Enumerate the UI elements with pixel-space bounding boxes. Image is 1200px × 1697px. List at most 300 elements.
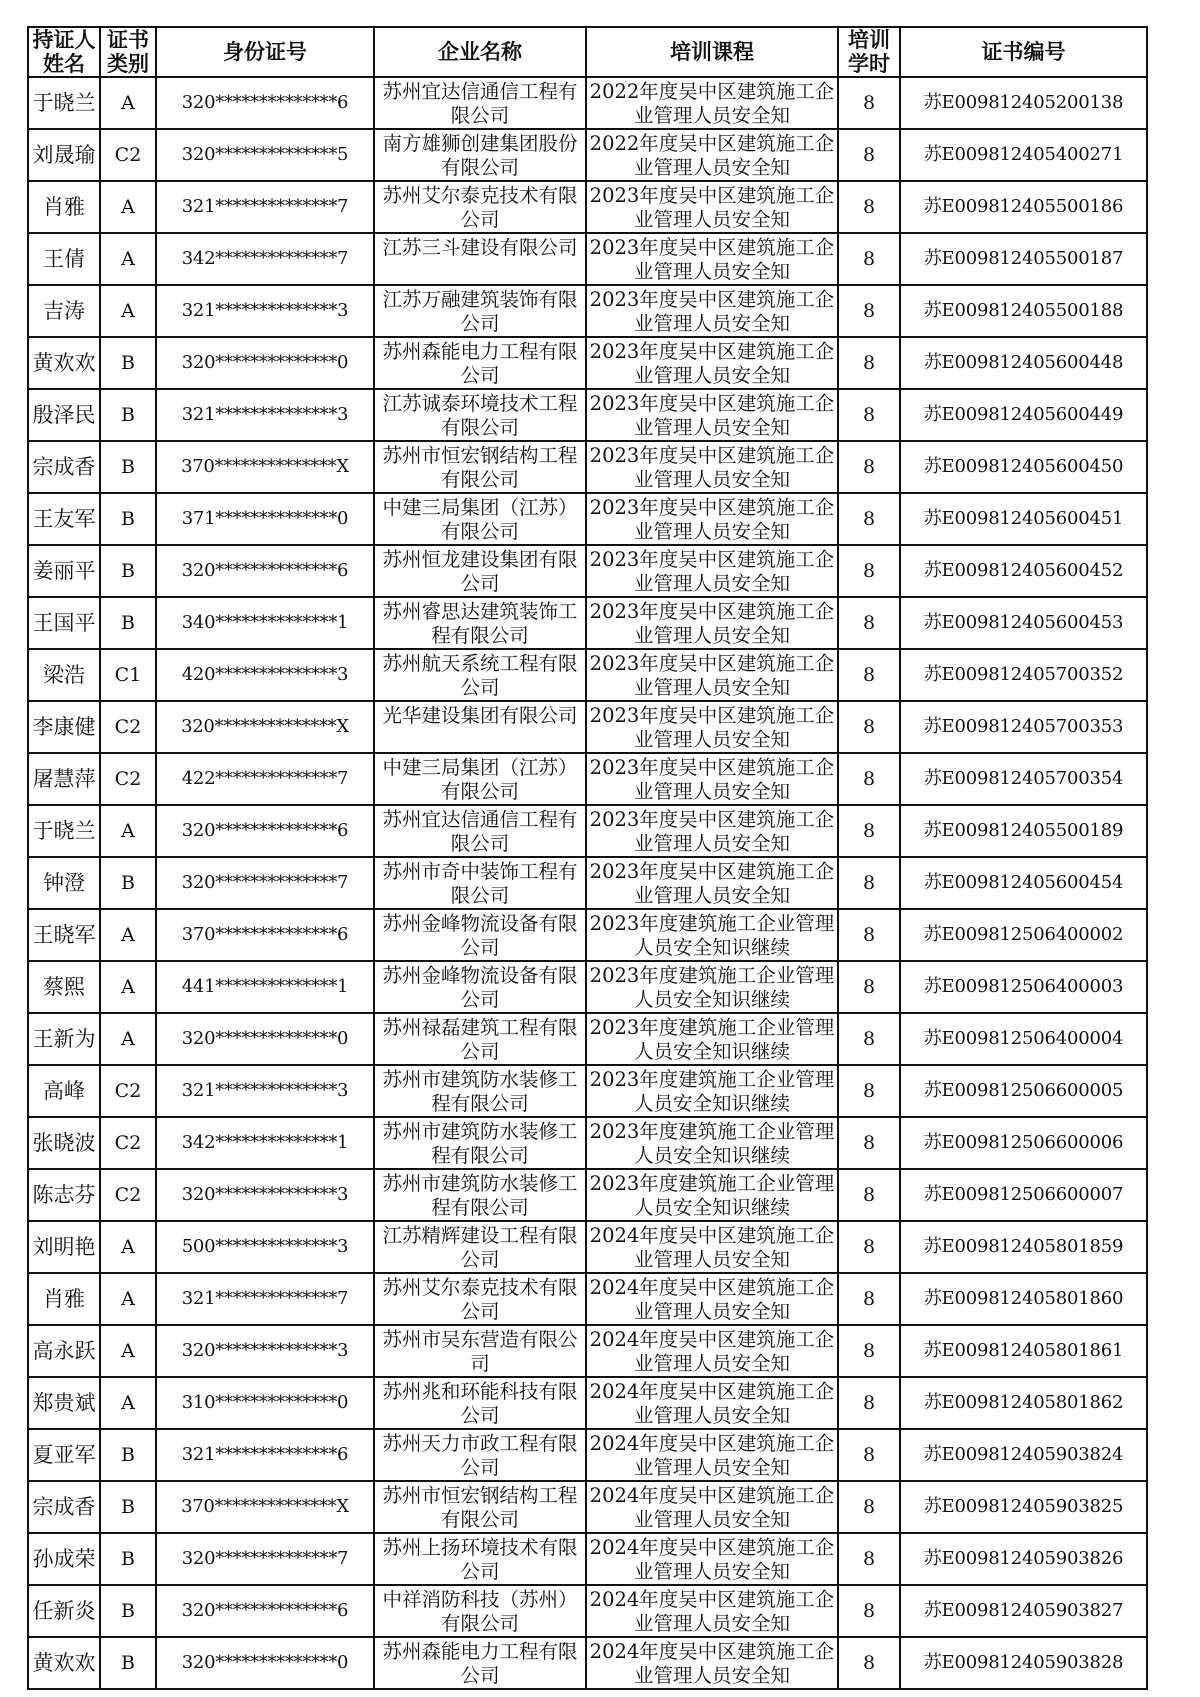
company-name-cell-text: 苏州航天系统工程有限公司 [382,652,578,699]
course-cell [586,649,838,701]
training-hours-cell: 8 [838,805,900,857]
company-name-cell [374,1325,586,1377]
course-cell [586,701,838,753]
company-name-cell [374,1013,586,1065]
training-hours-cell: 8 [838,545,900,597]
company-name-cell-text: 苏州市建筑防水装修工程有限公司 [382,1172,578,1219]
id-number-cell: 320**************0 [156,337,374,389]
cert-category-cell: A [100,961,156,1013]
holder-name-cell: 任新炎 [28,1585,100,1637]
id-number-cell: 320**************3 [156,1169,374,1221]
table-row [28,337,1147,389]
table-row [28,857,1147,909]
company-name-cell-text: 苏州禄磊建筑工程有限公司 [382,1016,578,1063]
cert-category-cell: B [100,1481,156,1533]
header-holder-name: 持证人姓名 [28,27,100,77]
cert-number-cell: 苏E009812405600448 [900,337,1147,389]
id-number-cell: 370**************X [156,1481,374,1533]
cert-category-cell: B [100,389,156,441]
course-cell-text: 2024年度吴中区建筑施工企业管理人员安全知 [589,1224,835,1271]
company-name-cell [374,493,586,545]
company-name-cell [374,233,586,285]
course-cell [586,597,838,649]
course-cell [586,233,838,285]
company-name-cell-text: 南方雄狮创建集团股份有限公司 [382,132,578,179]
company-name-cell [374,1065,586,1117]
course-cell [586,1585,838,1637]
table-row [28,1273,1147,1325]
holder-name-cell: 郑贵斌 [28,1377,100,1429]
course-cell-text: 2024年度吴中区建筑施工企业管理人员安全知 [589,1588,835,1635]
holder-name-cell: 高峰 [28,1065,100,1117]
id-number-cell: 320**************0 [156,1013,374,1065]
cert-category-cell: B [100,1637,156,1689]
course-cell-text: 2023年度吴中区建筑施工企业管理人员安全知 [589,860,835,907]
course-cell-text: 2023年度吴中区建筑施工企业管理人员安全知 [589,548,835,595]
course-cell [586,493,838,545]
course-cell-text: 2023年度吴中区建筑施工企业管理人员安全知 [589,288,835,335]
holder-name-cell: 王友军 [28,493,100,545]
id-number-cell: 321**************3 [156,389,374,441]
course-cell [586,1169,838,1221]
company-name-cell [374,1169,586,1221]
id-number-cell: 320**************3 [156,1325,374,1377]
company-name-cell [374,909,586,961]
holder-name-cell: 张晓波 [28,1117,100,1169]
cert-number-cell: 苏E009812506400004 [900,1013,1147,1065]
table-row [28,753,1147,805]
id-number-cell: 342**************7 [156,233,374,285]
id-number-cell: 370**************X [156,441,374,493]
holder-name-cell: 吉涛 [28,285,100,337]
table-row [28,493,1147,545]
cert-category-cell: A [100,285,156,337]
company-name-cell-text: 苏州兆和环能科技有限公司 [382,1380,578,1427]
course-cell [586,285,838,337]
table-row [28,77,1147,129]
table-row [28,649,1147,701]
training-hours-cell: 8 [838,1117,900,1169]
holder-name-cell: 王国平 [28,597,100,649]
company-name-cell-text: 苏州宜达信通信工程有限公司 [382,80,578,127]
training-hours-cell: 8 [838,285,900,337]
course-cell-text: 2023年度建筑施工企业管理人员安全知识继续 [589,1172,835,1219]
company-name-cell [374,1481,586,1533]
cert-category-cell: C1 [100,649,156,701]
company-name-cell [374,389,586,441]
training-hours-cell: 8 [838,1273,900,1325]
table-row [28,1533,1147,1585]
course-cell-text: 2023年度吴中区建筑施工企业管理人员安全知 [589,704,835,751]
company-name-cell [374,857,586,909]
course-cell-text: 2024年度吴中区建筑施工企业管理人员安全知 [589,1536,835,1583]
course-cell-text: 2023年度吴中区建筑施工企业管理人员安全知 [589,756,835,803]
company-name-cell [374,181,586,233]
course-cell [586,805,838,857]
cert-category-cell: B [100,545,156,597]
table-row [28,233,1147,285]
training-hours-cell: 8 [838,857,900,909]
company-name-cell-text: 苏州恒龙建设集团有限公司 [382,548,578,595]
course-cell [586,129,838,181]
cert-category-cell: C2 [100,753,156,805]
table-row [28,1065,1147,1117]
company-name-cell [374,1637,586,1689]
course-cell-text: 2023年度吴中区建筑施工企业管理人员安全知 [589,392,835,439]
cert-number-cell: 苏E009812405801862 [900,1377,1147,1429]
id-number-cell: 320**************5 [156,129,374,181]
table-row [28,1221,1147,1273]
cert-category-cell: B [100,597,156,649]
holder-name-cell: 肖雅 [28,181,100,233]
holder-name-cell: 陈志芬 [28,1169,100,1221]
company-name-cell [374,701,586,753]
id-number-cell: 370**************6 [156,909,374,961]
course-cell-text: 2024年度吴中区建筑施工企业管理人员安全知 [589,1484,835,1531]
id-number-cell: 321**************3 [156,285,374,337]
cert-number-cell: 苏E009812405500186 [900,181,1147,233]
company-name-cell [374,285,586,337]
holder-name-cell: 钟澄 [28,857,100,909]
course-cell [586,77,838,129]
company-name-cell-text: 苏州睿思达建筑装饰工程有限公司 [382,600,578,647]
table-row [28,1325,1147,1377]
cert-number-cell: 苏E009812405600451 [900,493,1147,545]
cert-number-cell: 苏E009812506600007 [900,1169,1147,1221]
training-hours-cell: 8 [838,337,900,389]
table-row [28,389,1147,441]
cert-category-cell: A [100,1221,156,1273]
cert-number-cell: 苏E009812405600454 [900,857,1147,909]
id-number-cell: 342**************1 [156,1117,374,1169]
table-row [28,181,1147,233]
cert-number-cell: 苏E009812405200138 [900,77,1147,129]
course-cell-text: 2023年度吴中区建筑施工企业管理人员安全知 [589,808,835,855]
course-cell [586,1637,838,1689]
cert-category-cell: C2 [100,1169,156,1221]
course-cell-text: 2022年度吴中区建筑施工企业管理人员安全知 [589,132,835,179]
course-cell-text: 2023年度建筑施工企业管理人员安全知识继续 [589,1016,835,1063]
id-number-cell: 320**************X [156,701,374,753]
cert-category-cell: B [100,493,156,545]
company-name-cell [374,441,586,493]
cert-category-cell: C2 [100,1065,156,1117]
id-number-cell: 340**************1 [156,597,374,649]
holder-name-cell: 蔡熙 [28,961,100,1013]
holder-name-cell: 刘明艳 [28,1221,100,1273]
company-name-cell-text: 光华建设集团有限公司 [382,704,578,727]
course-cell [586,545,838,597]
training-hours-cell: 8 [838,233,900,285]
id-number-cell: 321**************7 [156,1273,374,1325]
id-number-cell: 321**************7 [156,181,374,233]
company-name-cell [374,649,586,701]
cert-number-cell: 苏E009812405700354 [900,753,1147,805]
course-cell [586,1429,838,1481]
id-number-cell: 371**************0 [156,493,374,545]
training-hours-cell: 8 [838,597,900,649]
company-name-cell-text: 苏州上扬环境技术有限公司 [382,1536,578,1583]
training-hours-cell: 8 [838,1013,900,1065]
cert-number-cell: 苏E009812405700352 [900,649,1147,701]
cert-number-cell: 苏E009812405801860 [900,1273,1147,1325]
table-row [28,545,1147,597]
holder-name-cell: 梁浩 [28,649,100,701]
course-cell [586,1533,838,1585]
header-course: 培训课程 [586,27,838,77]
training-hours-cell: 8 [838,1429,900,1481]
holder-name-cell: 高永跃 [28,1325,100,1377]
training-hours-cell: 8 [838,77,900,129]
cert-category-cell: B [100,441,156,493]
cert-category-cell: B [100,337,156,389]
cert-number-cell: 苏E009812405400271 [900,129,1147,181]
cert-category-cell: A [100,1273,156,1325]
cert-category-cell: A [100,1325,156,1377]
table-row [28,1013,1147,1065]
company-name-cell-text: 中建三局集团（江苏）有限公司 [382,756,578,803]
company-name-cell [374,1221,586,1273]
cert-number-cell: 苏E009812405903826 [900,1533,1147,1585]
company-name-cell-text: 苏州市吴东营造有限公司 [382,1328,578,1375]
course-cell [586,181,838,233]
company-name-cell-text: 江苏精辉建设工程有限公司 [382,1224,578,1271]
course-cell-text: 2024年度吴中区建筑施工企业管理人员安全知 [589,1380,835,1427]
company-name-cell-text: 苏州宜达信通信工程有限公司 [382,808,578,855]
cert-category-cell: A [100,77,156,129]
id-number-cell: 320**************6 [156,545,374,597]
course-cell-text: 2023年度吴中区建筑施工企业管理人员安全知 [589,444,835,491]
company-name-cell-text: 苏州森能电力工程有限公司 [382,340,578,387]
holder-name-cell: 姜丽平 [28,545,100,597]
course-cell-text: 2023年度吴中区建筑施工企业管理人员安全知 [589,236,835,283]
cert-number-cell: 苏E009812405600452 [900,545,1147,597]
table-row [28,1117,1147,1169]
training-hours-cell: 8 [838,1169,900,1221]
table-row [28,597,1147,649]
cert-number-cell: 苏E009812405903827 [900,1585,1147,1637]
training-hours-cell: 8 [838,753,900,805]
table-body [28,77,1147,1689]
course-cell-text: 2023年度建筑施工企业管理人员安全知识继续 [589,1068,835,1115]
table-row [28,805,1147,857]
id-number-cell: 500**************3 [156,1221,374,1273]
id-number-cell: 320**************0 [156,1637,374,1689]
company-name-cell [374,1585,586,1637]
company-name-cell-text: 苏州市建筑防水装修工程有限公司 [382,1068,578,1115]
id-number-cell: 320**************6 [156,1585,374,1637]
holder-name-cell: 宗成香 [28,441,100,493]
training-hours-cell: 8 [838,1325,900,1377]
id-number-cell: 420**************3 [156,649,374,701]
company-name-cell-text: 江苏万融建筑装饰有限公司 [382,288,578,335]
table-row [28,129,1147,181]
cert-number-cell: 苏E009812405801859 [900,1221,1147,1273]
company-name-cell [374,805,586,857]
training-hours-cell: 8 [838,493,900,545]
course-cell [586,1377,838,1429]
company-name-cell-text: 苏州艾尔泰克技术有限公司 [382,1276,578,1323]
header-company-name: 企业名称 [374,27,586,77]
id-number-cell: 310**************0 [156,1377,374,1429]
training-hours-cell: 8 [838,1481,900,1533]
company-name-cell-text: 苏州市恒宏钢结构工程有限公司 [382,1484,578,1531]
cert-category-cell: B [100,1585,156,1637]
course-cell [586,1221,838,1273]
holder-name-cell: 于晓兰 [28,805,100,857]
company-name-cell [374,1429,586,1481]
table-row [28,1429,1147,1481]
table-row [28,909,1147,961]
table-row [28,1169,1147,1221]
course-cell-text: 2023年度吴中区建筑施工企业管理人员安全知 [589,496,835,543]
holder-name-cell: 黄欢欢 [28,1637,100,1689]
course-cell [586,1065,838,1117]
holder-name-cell: 王晓军 [28,909,100,961]
course-cell-text: 2024年度吴中区建筑施工企业管理人员安全知 [589,1640,835,1687]
company-name-cell [374,753,586,805]
cert-category-cell: B [100,1533,156,1585]
course-cell [586,1117,838,1169]
course-cell [586,441,838,493]
header-training-hours: 培训学时 [838,27,900,77]
header-id-number: 身份证号 [156,27,374,77]
company-name-cell [374,1117,586,1169]
course-cell [586,1325,838,1377]
cert-number-cell: 苏E009812405903825 [900,1481,1147,1533]
id-number-cell: 320**************7 [156,857,374,909]
cert-number-cell: 苏E009812405700353 [900,701,1147,753]
course-cell-text: 2023年度吴中区建筑施工企业管理人员安全知 [589,600,835,647]
course-cell-text: 2024年度吴中区建筑施工企业管理人员安全知 [589,1328,835,1375]
company-name-cell-text: 苏州金峰物流设备有限公司 [382,964,578,1011]
header-cert-number: 证书编号 [900,27,1147,77]
company-name-cell-text: 中祥消防科技（苏州）有限公司 [382,1588,578,1635]
company-name-cell [374,1273,586,1325]
cert-category-cell: C2 [100,129,156,181]
table-row [28,285,1147,337]
course-cell-text: 2023年度吴中区建筑施工企业管理人员安全知 [589,184,835,231]
holder-name-cell: 刘晟瑜 [28,129,100,181]
training-hours-cell: 8 [838,1533,900,1585]
holder-name-cell: 李康健 [28,701,100,753]
cert-number-cell: 苏E009812405903828 [900,1637,1147,1689]
table-header [28,27,1147,77]
holder-name-cell: 殷泽民 [28,389,100,441]
training-hours-cell: 8 [838,1637,900,1689]
training-hours-cell: 8 [838,961,900,1013]
training-hours-cell: 8 [838,1221,900,1273]
table-row [28,1585,1147,1637]
company-name-cell [374,129,586,181]
course-cell [586,337,838,389]
id-number-cell: 321**************3 [156,1065,374,1117]
training-hours-cell: 8 [838,1377,900,1429]
id-number-cell: 320**************6 [156,805,374,857]
id-number-cell: 320**************6 [156,77,374,129]
cert-number-cell: 苏E009812506400003 [900,961,1147,1013]
cert-category-cell: C2 [100,1117,156,1169]
training-hours-cell: 8 [838,1585,900,1637]
company-name-cell [374,961,586,1013]
cert-number-cell: 苏E009812405500188 [900,285,1147,337]
course-cell [586,753,838,805]
company-name-cell-text: 江苏诚泰环境技术工程有限公司 [382,392,578,439]
cert-category-cell: A [100,909,156,961]
table-row [28,441,1147,493]
company-name-cell-text: 苏州森能电力工程有限公司 [382,1640,578,1687]
cert-category-cell: A [100,233,156,285]
company-name-cell-text: 中建三局集团（江苏）有限公司 [382,496,578,543]
training-hours-cell: 8 [838,181,900,233]
id-number-cell: 441**************1 [156,961,374,1013]
cert-category-cell: B [100,857,156,909]
cert-number-cell: 苏E009812405500189 [900,805,1147,857]
company-name-cell-text: 苏州市奇中装饰工程有限公司 [382,860,578,907]
cert-number-cell: 苏E009812405903824 [900,1429,1147,1481]
holder-name-cell: 夏亚军 [28,1429,100,1481]
holder-name-cell: 孙成荣 [28,1533,100,1585]
holder-name-cell: 王新为 [28,1013,100,1065]
holder-name-cell: 王倩 [28,233,100,285]
company-name-cell [374,1533,586,1585]
company-name-cell-text: 江苏三斗建设有限公司 [382,236,578,259]
course-cell [586,857,838,909]
id-number-cell: 422**************7 [156,753,374,805]
cert-number-cell: 苏E009812506600005 [900,1065,1147,1117]
header-cert-category: 证书类别 [100,27,156,77]
company-name-cell [374,545,586,597]
course-cell-text: 2024年度吴中区建筑施工企业管理人员安全知 [589,1432,835,1479]
cert-category-cell: A [100,181,156,233]
training-hours-cell: 8 [838,701,900,753]
company-name-cell-text: 苏州市恒宏钢结构工程有限公司 [382,444,578,491]
course-cell [586,1013,838,1065]
course-cell-text: 2024年度吴中区建筑施工企业管理人员安全知 [589,1276,835,1323]
course-cell-text: 2023年度建筑施工企业管理人员安全知识继续 [589,912,835,959]
holder-name-cell: 屠慧萍 [28,753,100,805]
table-row [28,1637,1147,1689]
holder-name-cell: 肖雅 [28,1273,100,1325]
course-cell-text: 2022年度吴中区建筑施工企业管理人员安全知 [589,80,835,127]
cert-category-cell: B [100,1429,156,1481]
company-name-cell [374,597,586,649]
table-row [28,701,1147,753]
table-row [28,1481,1147,1533]
id-number-cell: 321**************6 [156,1429,374,1481]
course-cell [586,1273,838,1325]
training-hours-cell: 8 [838,129,900,181]
cert-category-cell: A [100,1377,156,1429]
holder-name-cell: 黄欢欢 [28,337,100,389]
course-cell-text: 2023年度吴中区建筑施工企业管理人员安全知 [589,652,835,699]
training-hours-cell: 8 [838,909,900,961]
training-hours-cell: 8 [838,441,900,493]
company-name-cell-text: 苏州金峰物流设备有限公司 [382,912,578,959]
course-cell-text: 2023年度吴中区建筑施工企业管理人员安全知 [589,340,835,387]
company-name-cell [374,77,586,129]
id-number-cell: 320**************7 [156,1533,374,1585]
cert-category-cell: A [100,805,156,857]
training-hours-cell: 8 [838,389,900,441]
table-row [28,1377,1147,1429]
training-hours-cell: 8 [838,1065,900,1117]
course-cell [586,1481,838,1533]
course-cell [586,961,838,1013]
course-cell [586,389,838,441]
holder-name-cell: 宗成香 [28,1481,100,1533]
training-hours-cell: 8 [838,649,900,701]
